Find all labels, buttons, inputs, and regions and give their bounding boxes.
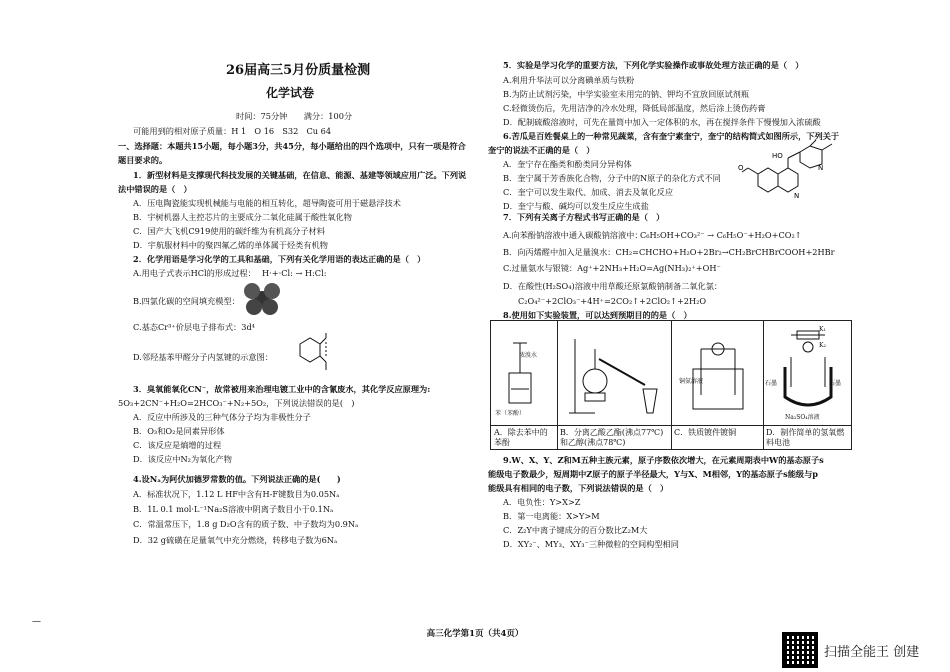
q5-option-c: C.轻微烫伤后，先用洁净的冷水处理，降低局部温度，然后涂上烫伤药膏 — [503, 103, 766, 113]
q9-option-a: A．电负性：Y>X>Z — [503, 497, 581, 507]
q5-option-b: B.为防止试剂污染，中学实验室未用完的钠、钾均不宜放回原试剂瓶 — [503, 89, 750, 99]
page-corner-mark: — — [32, 617, 41, 627]
watermark-text: 扫描全能王 创建 — [824, 644, 920, 660]
fuel-cell-apparatus-icon — [771, 327, 845, 411]
q5-stem: 5．实验是学习化学的重要方法，下列化学实验操作或事故处理方法正确的是（ ） — [503, 60, 804, 70]
q8-label-k2: K₂ — [819, 342, 826, 349]
section1-line1: 一、选择题：本题共15小题，每小题3分，共45分，每小题给出的四个选项中，只有一项是符合 — [118, 141, 466, 151]
q8-label-graphite-left: 石墨 — [765, 380, 778, 387]
q8-apparatus-table — [490, 320, 852, 450]
q5-option-d: D．配制硫酸溶液时，可先在量筒中加入一定体积的水，再在搅拌条件下慢慢加入浓硫酸 — [503, 117, 821, 127]
q6-option-c: C．奎宁可以发生取代、加成、消去及氧化反应 — [503, 187, 674, 197]
q7-option-d: D．在酸性(H₂SO₄)溶液中用草酸还原氯酸钠制备二氧化氯： — [503, 281, 723, 291]
q1-option-b: B．宇树机器人主控芯片的主要成分二氧化硅属于酸性氧化物 — [133, 212, 352, 222]
q3-stem2: 5O₃+2CN⁻+H₂O=2HCO₃⁻+N₂+5O₂，下列说法错误的是( ) — [118, 398, 355, 408]
svg-text:O: O — [738, 164, 744, 172]
q9-stem3: 能级具有相同的电子数，下列说法错误的是（ ） — [488, 483, 669, 493]
q1-option-c: C．国产大飞机C919使用的碳纤维为有机高分子材料 — [133, 226, 325, 236]
exam-title: 26届高三5月份质量检测 — [226, 63, 371, 78]
q8-cell-d — [763, 321, 851, 449]
svg-text:N: N — [794, 192, 800, 200]
q8-label-benzene-phenol: 苯（苯酚） — [495, 410, 526, 417]
q8-cell-a — [491, 321, 558, 449]
electroplating-apparatus-icon — [683, 335, 753, 415]
qr-code-icon — [782, 632, 818, 668]
q2-option-a: A.用电子式表示HCl的形成过程： — [133, 268, 256, 278]
q2-option-a-formula: H·+·Cl: → H:Cl: — [262, 268, 327, 278]
q9-option-c: C．Z₂Y中离子键成分的百分数比Z₂M大 — [503, 525, 648, 535]
q4-option-c: C．常温常压下，1.8 g D₂O含有的质子数、中子数均为0.9Nₐ — [133, 519, 359, 529]
q7-option-c: C.过量氨水与银镜：Ag⁺+2NH₃+H₂O=Ag(NH₃)₂⁺+OH⁻ — [503, 263, 721, 273]
q4-option-a: A．标准状况下，1.12 L HF中含有H-F键数目为0.05Nₐ — [133, 489, 340, 499]
q8-cell-c — [671, 321, 764, 449]
exam-subject: 化学试卷 — [266, 86, 315, 100]
q8-option-d: D．制作简单的氢氧燃料电池 — [763, 425, 851, 449]
q9-option-b: B．第一电离能：X>Y>M — [503, 511, 600, 521]
q1-option-a: A．压电陶瓷能实现机械能与电能的相互转化，超导陶瓷可用于磁悬浮技术 — [133, 198, 401, 208]
atomic-masses: 可能用到的相对原子质量：H 1 O 16 S32 Cu 64 — [133, 126, 332, 136]
q6-option-d: D．奎宁与酸、碱均可以发生反应生成盐 — [503, 201, 649, 211]
q7-option-d-equation: C₂O₄²⁻+2ClO₃⁻+4H⁺=2CO₂↑+2ClO₂↑+2H₂O — [518, 296, 707, 306]
q8-stem: 8.使用如下实验装置，可以达到预期目的的是（ ） — [503, 310, 692, 320]
q1-stem2: 法中错误的是（ ） — [118, 184, 192, 194]
q8-option-c: C．铁质镀件镀铜 — [671, 425, 763, 449]
q3-option-c: C．该反应是熵增的过程 — [133, 440, 222, 450]
page-footer: 高三化学第1页（共4页） — [426, 629, 524, 639]
distillation-apparatus-icon — [565, 329, 665, 421]
q1-stem1: 1．新型材料是支撑现代科技发展的关键基础，在信息、能源、基建等领域应用广泛。下列说 — [133, 170, 467, 180]
section1-line2: 题目要求的。 — [118, 155, 168, 165]
quinine-structure — [738, 140, 838, 204]
q6-stem1: 6.苦瓜是百姓餐桌上的一种常见蔬菜，含有奎宁素奎宁，奎宁的结构简式如图所示，下列关于 — [503, 131, 840, 141]
q8-label-sodium-sulfate: Na₂SO₄溶液 — [785, 414, 820, 421]
q6-option-b: B．奎宁属于芳香族化合物，分子中的N原子的杂化方式不同 — [503, 173, 721, 183]
q3-option-b: B．O₃和O₂是同素异形体 — [133, 426, 225, 436]
q4-option-d: D．32 g硫磺在足量氧气中充分燃烧，转移电子数为6Nₐ — [133, 535, 338, 545]
q8-cell-b — [557, 321, 672, 449]
q8-option-a: A．除去苯中的苯酚 — [491, 425, 557, 449]
hydroxybenzaldehyde-structure — [286, 330, 332, 376]
q7-stem: 7．下列有关离子方程式书写正确的是（ ） — [503, 212, 665, 222]
q2-stem: 2．化学用语是学习化学的工具和基础，下列有关化学用语的表达正确的是（ ） — [133, 254, 426, 264]
q8-option-b: B．分离乙酸乙酯(沸点77℃)和乙醇(沸点78℃) — [557, 425, 671, 449]
q7-option-b: B．向丙烯醛中加入足量溴水：CH₂=CHCHO+H₂O+2Br₂→CH₂BrCHBrCOOH+2HBr — [503, 247, 835, 257]
q2-option-c: C.基态Cr³⁺价层电子排布式：3d⁴ — [133, 322, 255, 332]
q8-label-k1: K₁ — [819, 326, 826, 333]
q6-stem2: 奎宁的说法不正确的是（ ） — [488, 145, 595, 155]
q9-option-d: D．XY₂⁻、MY₃、XY₃⁻三种微粒的空间构型相同 — [503, 539, 679, 549]
q1-option-d: D．宇航服材料中的聚四氟乙烯的单体属于烃类有机物 — [133, 240, 328, 250]
separation-apparatus-icon — [499, 333, 549, 413]
q3-option-a: A．反应中所涉及的三种气体分子均为非极性分子 — [133, 412, 311, 422]
q3-stem1: 3．臭氧能氧化CN⁻，故常被用来治理电镀工业中的含氰废水，其化学反应原理为: — [133, 384, 431, 394]
q4-stem: 4.设Nₐ为阿伏加德罗常数的值。下列说法正确的是( ) — [133, 474, 341, 484]
q7-option-a-equation: C₆H₅OH+CO₃²⁻ → C₆H₅O⁻+H₂O+CO₂↑ — [640, 230, 802, 240]
q9-stem1: 9.W、X、Y、Z和M五种主族元素，原子序数依次增大，在元素周期表中W的基态原子s — [503, 455, 824, 465]
q8-label-graphite-right: 石墨 — [829, 380, 842, 387]
q4-option-b: B．1L 0.1 mol·L⁻¹Na₂S溶液中阴离子数目小于0.1Nₐ — [133, 504, 334, 514]
time-score: 时间：75分钟 满分：100分 — [236, 111, 353, 121]
q9-stem2: 能级电子数最少，短周期中Z原子的原子半径最大，Y与X、M相邻，Y的基态原子s能级与p — [488, 469, 818, 479]
q8-label-copper-ammonia: 铜氨溶液 — [679, 378, 704, 385]
q8-label-bromine-water: 浓溴水 — [519, 352, 538, 359]
q7-option-a: A.向苯酚钠溶液中通入碳酸钠溶液中： — [503, 230, 643, 240]
q5-option-a: A.利用升华法可以分离碘单质与铁粉 — [503, 75, 635, 85]
q6-option-a: A．奎宁存在酯类和酚类同分异构体 — [503, 159, 632, 169]
scanner-watermark — [782, 632, 919, 668]
svg-text:N: N — [818, 164, 824, 172]
q3-option-d: D．该反应中N₂为氧化产物 — [133, 454, 232, 464]
ccl4-space-filling-model — [242, 282, 282, 316]
svg-text:HO: HO — [772, 152, 783, 160]
q2-option-b: B.四氯化碳的空间填充模型： — [133, 296, 240, 306]
q2-option-d: D.邻羟基苯甲醛分子内氢键的示意图： — [133, 352, 273, 362]
